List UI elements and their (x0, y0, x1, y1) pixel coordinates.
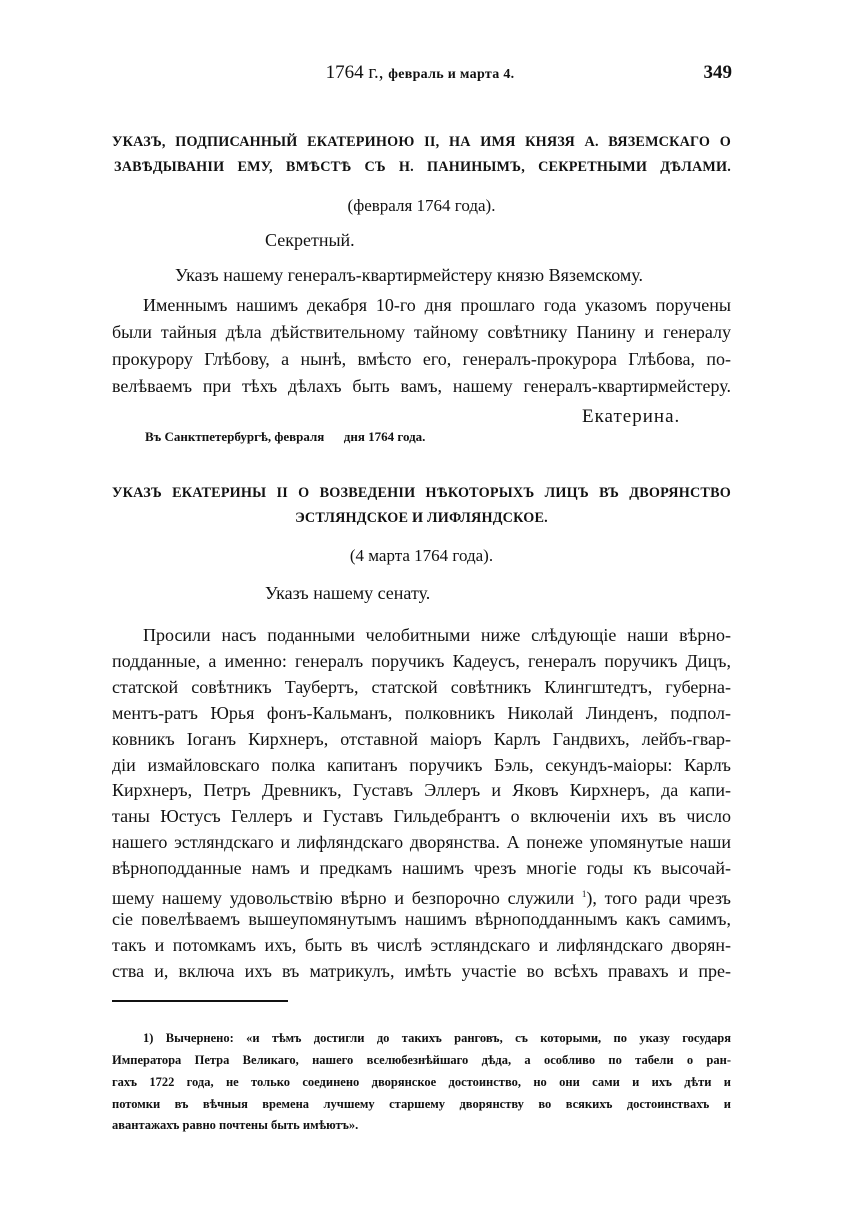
decree2-body-line: діи измайловскаго полка капитанъ поручикъ Бэль, секундъ-маіоры: Карлъ (112, 755, 731, 775)
decree2-addressee: Указъ нашему сенату. (265, 583, 431, 603)
decree1-body-line: Именнымъ нашимъ декабря 10-го дня прошлаго года указомъ поручены (143, 295, 731, 315)
body-text: шему нашему удовольствію вѣрно и безпорочно служили (112, 888, 575, 908)
decree1-addressee: Указъ нашему генералъ-квартирмейстеру князю Вяземскому. (175, 265, 643, 285)
footnote-divider (112, 1000, 288, 1002)
footnote-line: Императора Петра Великаго, нашего вселюбезнѣйшаго дѣда, а особливо по табели о ран- (112, 1053, 731, 1067)
decree2-body-line-with-footnote (112, 881, 731, 907)
decree2-date: (4 марта 1764 года). (349, 546, 494, 565)
decree2-body-line: Просили насъ поданными челобитными ниже слѣдующіе наши вѣрно- (143, 625, 731, 645)
decree1-body-line: прокурору Глѣбову, а нынѣ, вмѣсто его, генералъ-прокурора Глѣбова, по- (112, 349, 731, 369)
decree2-body-line: вѣрноподданные намъ и предкамъ нашимъ чрезъ многіе годы къ высочай- (112, 858, 731, 878)
decree1-body-line: велѣваемъ при тѣхъ дѣлахъ быть вамъ, нашему генералъ-квартирмейстеру. (112, 376, 731, 396)
decree1-signature: Екатерина. (582, 406, 681, 427)
decree2-body-line: подданные, а именно: генералъ поручикъ Кадеусъ, генералъ поручикъ Дицъ, (112, 651, 731, 671)
body-text: ), того ради чрезъ (586, 888, 731, 908)
footnote-line: гахъ 1722 года, не только соединено дворянское достоинство, но они сами и ихъ дѣти и (112, 1075, 731, 1089)
decree2-body-line: ментъ-ратъ Юрья фонъ-Кальманъ, полковникъ Николай Линденъ, подпол- (112, 703, 731, 723)
decree1-place-date: Въ Санктпетербургѣ, февраля дня 1764 года. (145, 429, 426, 444)
footnote-reference[interactable]: 1 (581, 889, 587, 899)
running-header (300, 62, 540, 84)
decree2-body-line: такъ и потомкамъ ихъ, быть въ числѣ эстляндскаго и лифляндскаго дворян- (112, 935, 731, 955)
decree2-body-line: ковникъ Іоганъ Кирхнеръ, отставной маіоръ Карлъ Гандвихъ, лейбъ-гвар- (112, 729, 731, 749)
decree2-body-line: нашего эстляндскаго и лифляндскаго дворянства. А понеже упомянутые наши (112, 832, 731, 852)
footnote-line: 1) Вычернено: «и тѣмъ достигли до такихъ ранговъ, съ которыми, по указу государя (143, 1031, 731, 1045)
decree1-title-line: УКАЗЪ, ПОДПИСАННЫЙ ЕКАТЕРИНОЮ II, НА ИМЯ КНЯЗЯ А. ВЯЗЕМСКАГО О (112, 134, 731, 150)
decree2-body-line: таны Юстусъ Геллеръ и Густавъ Гильдебрантъ о включеніи ихъ въ число (112, 806, 731, 826)
decree1-classification: Секретный. (265, 230, 355, 250)
header-months: февраль и марта 4. (388, 67, 515, 82)
decree1-body-line: были тайныя дѣла дѣйствительному тайному совѣтнику Панину и генералу (112, 322, 731, 342)
decree2-body-line: Кирхнеръ, Петръ Древникъ, Густавъ Эллеръ и Яковъ Кирхнеръ, да капи- (112, 780, 731, 800)
header-year: 1764 г., (325, 62, 384, 83)
decree2-body-line: ства и, включа ихъ въ матрикулъ, имѣть участіе во всѣхъ правахъ и пре- (112, 961, 731, 981)
page-number: 349 (703, 62, 732, 83)
decree2-body-line: сіе повелѣваемъ вышеупомянутымъ нашимъ вѣрноподданнымъ какъ самимъ, (112, 909, 731, 929)
decree1-title-line: ЗАВѢДЫВАНІИ ЕМУ, ВМѢСТѢ СЪ Н. ПАНИНЫМЪ, СЕКРЕТНЫМИ ДѢЛАМИ. (114, 159, 731, 175)
footnote-line: потомки въ вѣчныя времена лучшему старшему дворянству во всякихъ достоинствахъ и (112, 1097, 731, 1111)
decree2-body-line: статской совѣтникъ Таубертъ, статской совѣтникъ Клингштедтъ, губерна- (112, 677, 731, 697)
footnote-line: авантажахъ равно почтены быть имѣютъ». (112, 1118, 359, 1132)
decree1-date: (февраля 1764 года). (347, 196, 496, 215)
decree2-title-line: УКАЗЪ ЕКАТЕРИНЫ II О ВОЗВЕДЕНІИ НѢКОТОРЫХЪ ЛИЦЪ ВЪ ДВОРЯНСТВО (112, 485, 731, 501)
decree2-title-line: ЭСТЛЯНДСКОЕ И ЛИФЛЯНДСКОЕ. (295, 510, 548, 526)
